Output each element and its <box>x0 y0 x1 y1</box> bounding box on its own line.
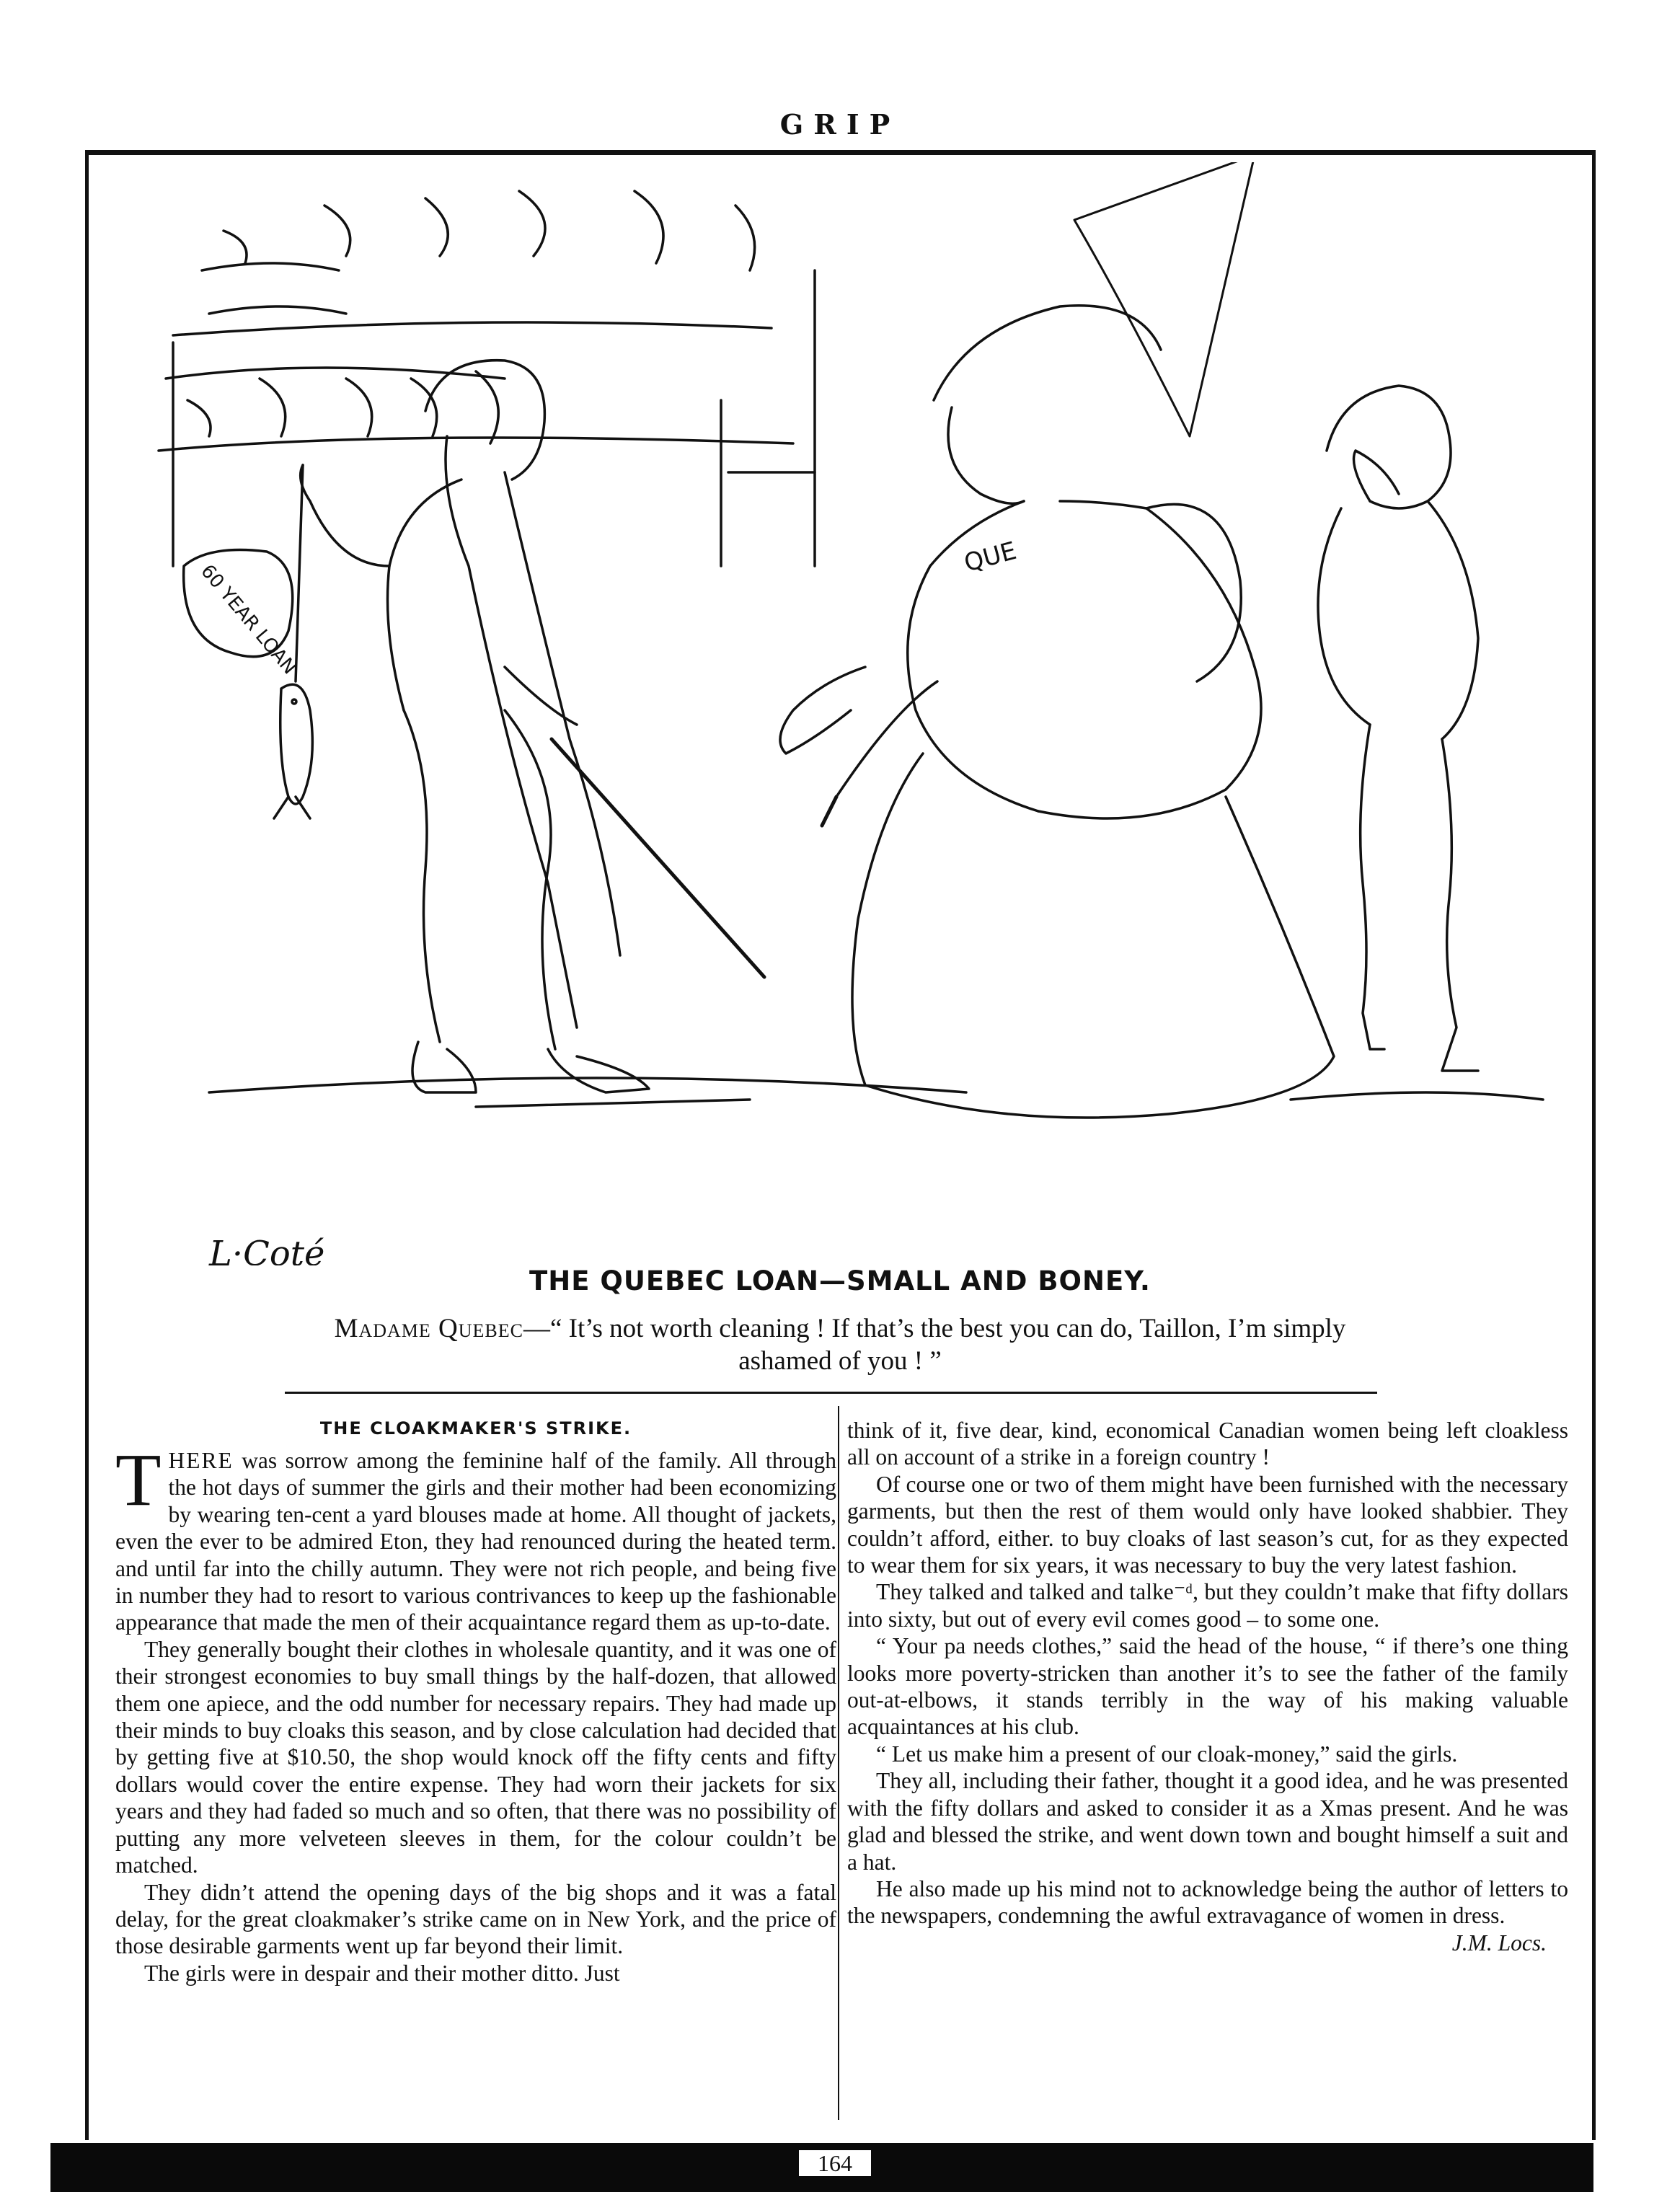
paragraph-text: was sorrow among the feminine half of the family. All through the hot days of summer the girls and their mother had been economizing by wearing ten-cent a yard blouses made at home. All thought of jackets, even the ever to be admired Eton, they had renounced during the heated term. and until far into the chilly autumn. They were not rich people, and being five in number they had to resort to various contrivances to keep up the fashionable appearance that made the men of their acquaintance regard them as up-to-date. <box>115 1448 837 1635</box>
article-column-left <box>115 1417 836 1986</box>
article-byline: J.M. Locs. <box>1451 1930 1547 1955</box>
artist-signature: L·Coté <box>209 1234 325 1265</box>
caption-speech-line1: —“ It’s not worth cleaning ! If that’s the best you can do, Taillon, I’m simply <box>523 1314 1346 1343</box>
article-paragraph-8: “ Let us make him a present of our cloak-money,” said the girls. <box>876 1741 1458 1767</box>
page-number: 164 <box>799 2150 871 2176</box>
article-paragraph-2: They generally bought their clothes in wholesale quantity, and it was one of their strongest economies to buy small things by the half-dozen, that allowed them one apiece, and the odd number for necessary repairs. They had made up their minds to buy cloaks this season, and by close calculation had decided that by getting five at $10.50, the shop would knock off the fifty cents and fifty dollars would cover the entire expense. They had worn their jackets for six years and they had faded so much and so often, that there was no possibility of putting any more velveteen sleeves in them, for the colour couldn’t be matched. <box>115 1636 836 1878</box>
bearded-man-figure <box>301 361 764 1092</box>
frame-right-border <box>1592 150 1596 2140</box>
drop-cap: T <box>115 1438 162 1521</box>
dress-text: QUE <box>960 536 1020 578</box>
shelf-plates <box>159 191 815 566</box>
paragraph-text: He also made up his mind not to acknowledge being the author of letters to the newspapers, condemning the awful extravagance of women in dress. <box>847 1875 1568 1929</box>
article-paragraph-10 <box>847 1875 1568 1955</box>
article-paragraph-3: They didn’t attend the opening days of the big shops and it was a fatal delay, for the great cloakmaker’s strike came on in New York, and the price of those desirable garments went up far beyond their limit. <box>115 1879 836 1959</box>
cartoon-caption-title: THE QUEBEC LOAN—SMALL AND BONEY. <box>529 1265 1151 1296</box>
masthead-title: GRIP <box>779 108 901 141</box>
article-column-right <box>847 1417 1568 1956</box>
article-paragraph-5: Of course one or two of them might have been furnished with the necessary garments, but then the rest of them would only have looked shabbier. They couldn’t afford, either. to buy cloaks of last season’s cut, for as they expected to wear them for six years, it was necessary to buy the very latest fashion. <box>847 1471 1568 1578</box>
article-paragraph-4-start: The girls were in despair and their mother ditto. Just <box>144 1960 620 1986</box>
caption-speech-line2: ashamed of you ! ” <box>738 1346 942 1376</box>
article-paragraph-6: They talked and talked and talke⁻ᵈ, but they couldn’t make that fifty dollars into sixty, but out of every evil comes good – to some one. <box>847 1579 1568 1632</box>
floor-lines <box>209 1078 1543 1107</box>
article-paragraph-9: They all, including their father, thought it a good idea, and he was presented with the fifty dollars and asked to consider it as a Xmas present. And he was glad and blessed the strike, and went down town and bought himself a suit and a hat. <box>847 1768 1568 1875</box>
cartoon-illustration <box>101 162 1579 1265</box>
caption-speaker: Madame Quebec <box>334 1314 523 1343</box>
taillon-figure <box>1318 386 1478 1071</box>
top-rule <box>85 150 1596 155</box>
first-word-rest: HERE <box>168 1448 234 1473</box>
article-paragraph-1 <box>115 1438 837 1636</box>
article-paragraph-7: “ Your pa needs clothes,” said the head of the house, “ if there’s one thing looks more poverty-stricken than another it’s to see the father of the family out-at-elbows, it stands terribly in the way of his making valuable acquaintances at his club. <box>847 1633 1568 1740</box>
madame-quebec-figure <box>780 162 1334 1118</box>
column-divider <box>838 1406 839 2120</box>
article-paragraph-4-end: think of it, five dear, kind, economical Canadian women being left cloakless all on account of a strike in a foreign country ! <box>847 1418 1568 1470</box>
cartoon-caption-text <box>187 1312 1493 1377</box>
frame-left-border <box>85 150 89 2140</box>
article-title: THE CLOAKMAKER'S STRIKE. <box>319 1418 632 1438</box>
loan-sign-text: 60 YEAR LOAN <box>196 560 301 679</box>
caption-divider <box>285 1392 1377 1394</box>
masthead <box>0 108 1680 141</box>
